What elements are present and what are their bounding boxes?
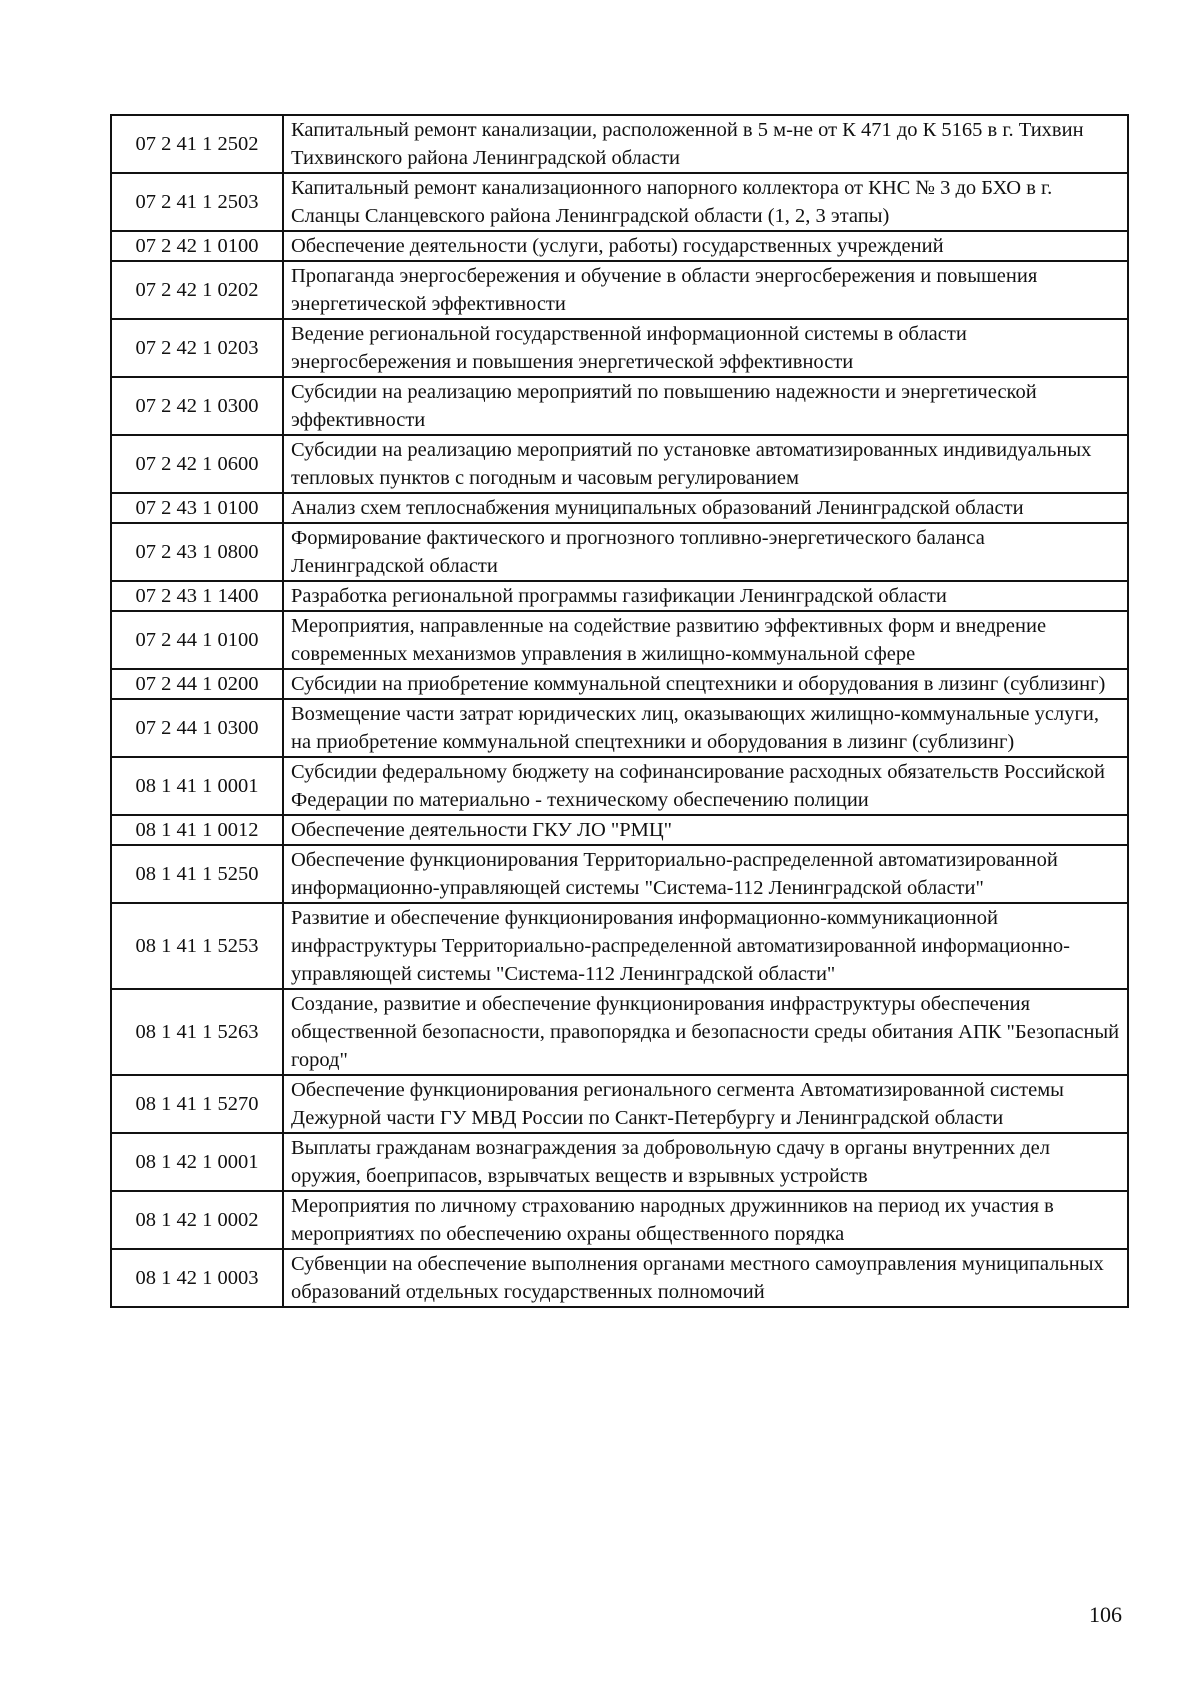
code-cell: 08 1 41 1 5250 <box>111 845 283 903</box>
code-cell: 07 2 43 1 0100 <box>111 493 283 523</box>
description-cell: Капитальный ремонт канализации, расположенной в 5 м-не от К 471 до К 5165 в г. Тихвин Тихвинского района Ленинградской области <box>283 115 1128 173</box>
description-cell: Развитие и обеспечение функционирования информационно-коммуникационной инфраструктуры Территориально-распределенной автоматизированной информационно-управляющей системы "Система-112 Ленинградской области" <box>283 903 1128 989</box>
description-cell: Субвенции на обеспечение выполнения органами местного самоуправления муниципальных образований отдельных государственных полномочий <box>283 1249 1128 1307</box>
code-cell: 08 1 42 1 0003 <box>111 1249 283 1307</box>
description-cell: Формирование фактического и прогнозного топливно-энергетического баланса Ленинградской области <box>283 523 1128 581</box>
table-row <box>111 845 1128 903</box>
description-cell: Субсидии на реализацию мероприятий по установке автоматизированных индивидуальных тепловых пунктов с погодным и часовым регулированием <box>283 435 1128 493</box>
table-row <box>111 261 1128 319</box>
table-row <box>111 581 1128 611</box>
budget-codes-table <box>110 114 1129 1308</box>
table-row <box>111 815 1128 845</box>
code-cell: 07 2 42 1 0100 <box>111 231 283 261</box>
code-cell: 07 2 44 1 0100 <box>111 611 283 669</box>
table-row <box>111 757 1128 815</box>
description-cell: Создание, развитие и обеспечение функционирования инфраструктуры обеспечения общественной безопасности, правопорядка и безопасности среды обитания АПК "Безопасный город" <box>283 989 1128 1075</box>
description-cell: Обеспечение деятельности (услуги, работы) государственных учреждений <box>283 231 1128 261</box>
description-cell: Мероприятия по личному страхованию народных дружинников на период их участия в мероприятиях по обеспечению охраны общественного порядка <box>283 1191 1128 1249</box>
description-cell: Выплаты гражданам вознаграждения за добровольную сдачу в органы внутренних дел оружия, боеприпасов, взрывчатых веществ и взрывных устройств <box>283 1133 1128 1191</box>
code-cell: 07 2 41 1 2502 <box>111 115 283 173</box>
table-row <box>111 231 1128 261</box>
code-cell: 07 2 42 1 0300 <box>111 377 283 435</box>
code-cell: 07 2 42 1 0600 <box>111 435 283 493</box>
description-cell: Пропаганда энергосбережения и обучение в области энергосбережения и повышения энергетической эффективности <box>283 261 1128 319</box>
table-row <box>111 173 1128 231</box>
description-cell: Обеспечение деятельности ГКУ ЛО "РМЦ" <box>283 815 1128 845</box>
code-cell: 07 2 43 1 1400 <box>111 581 283 611</box>
table-body <box>111 115 1128 1307</box>
description-cell: Ведение региональной государственной информационной системы в области энергосбережения и повышения энергетической эффективности <box>283 319 1128 377</box>
page-number: 106 <box>1089 1602 1122 1627</box>
code-cell: 08 1 41 1 0001 <box>111 757 283 815</box>
description-cell: Возмещение части затрат юридических лиц, оказывающих жилищно-коммунальные услуги, на приобретение коммунальной спецтехники и оборудования в лизинг (сублизинг) <box>283 699 1128 757</box>
description-cell: Капитальный ремонт канализационного напорного коллектора от КНС № 3 до БХО в г. Сланцы Сланцевского района Ленинградской области (1, 2, 3 этапы) <box>283 173 1128 231</box>
table-row <box>111 523 1128 581</box>
description-cell: Разработка региональной программы газификации Ленинградской области <box>283 581 1128 611</box>
table-row <box>111 611 1128 669</box>
description-cell: Анализ схем теплоснабжения муниципальных образований Ленинградской области <box>283 493 1128 523</box>
table-row <box>111 669 1128 699</box>
table-row <box>111 1249 1128 1307</box>
description-cell: Субсидии федеральному бюджету на софинансирование расходных обязательств Российской Федерации по материально - техническому обеспечению полиции <box>283 757 1128 815</box>
table-row <box>111 1133 1128 1191</box>
table-row <box>111 1191 1128 1249</box>
code-cell: 08 1 41 1 5263 <box>111 989 283 1075</box>
code-cell: 07 2 42 1 0202 <box>111 261 283 319</box>
code-cell: 07 2 41 1 2503 <box>111 173 283 231</box>
table-row <box>111 115 1128 173</box>
description-cell: Обеспечение функционирования регионального сегмента Автоматизированной системы Дежурной части ГУ МВД России по Санкт-Петербургу и Ленинградской области <box>283 1075 1128 1133</box>
code-cell: 08 1 41 1 0012 <box>111 815 283 845</box>
code-cell: 07 2 43 1 0800 <box>111 523 283 581</box>
description-cell: Обеспечение функционирования Территориально-распределенной автоматизированной информационно-управляющей системы "Система-112 Ленинградской области" <box>283 845 1128 903</box>
code-cell: 08 1 41 1 5253 <box>111 903 283 989</box>
table-row <box>111 377 1128 435</box>
code-cell: 07 2 44 1 0300 <box>111 699 283 757</box>
code-cell: 08 1 41 1 5270 <box>111 1075 283 1133</box>
table-row <box>111 699 1128 757</box>
code-cell: 08 1 42 1 0002 <box>111 1191 283 1249</box>
table-row <box>111 1075 1128 1133</box>
code-cell: 08 1 42 1 0001 <box>111 1133 283 1191</box>
table-row <box>111 493 1128 523</box>
description-cell: Мероприятия, направленные на содействие развитию эффективных форм и внедрение современных механизмов управления в жилищно-коммунальной сфере <box>283 611 1128 669</box>
table-row <box>111 989 1128 1075</box>
description-cell: Субсидии на приобретение коммунальной спецтехники и оборудования в лизинг (сублизинг) <box>283 669 1128 699</box>
description-cell: Субсидии на реализацию мероприятий по повышению надежности и энергетической эффективности <box>283 377 1128 435</box>
table-row <box>111 435 1128 493</box>
table-row <box>111 319 1128 377</box>
table-row <box>111 903 1128 989</box>
code-cell: 07 2 42 1 0203 <box>111 319 283 377</box>
code-cell: 07 2 44 1 0200 <box>111 669 283 699</box>
